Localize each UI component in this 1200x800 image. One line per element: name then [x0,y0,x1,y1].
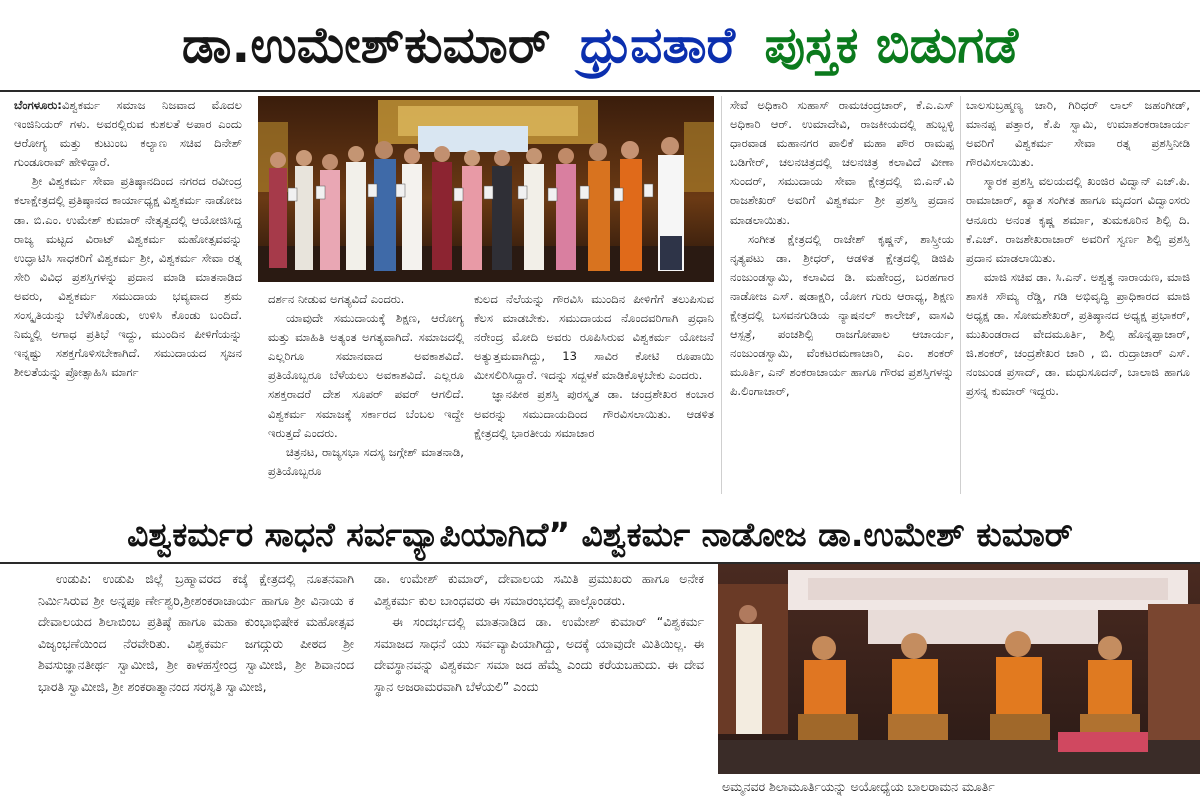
main-headline [0,0,1200,90]
column-divider [960,96,961,494]
article1-paragraph: ವಿಶ್ವಕರ್ಮ ಸಮಾಜ ನಿಜವಾದ ಮೊದಲ ಇಂಜಿನಿಯರ್ ಗಳು. ಅವರಲ್ಲಿರುವ ಕುಶಲತೆ ಅಪಾರ ಎಂದು ಆರೋಗ್ಯ ಮತ್ತು ಕುಟುಂಬ ಕಲ್ಯಾಣ ಸಚಿವ ದಿನೇಶ್ ಗುಂಡೂರಾವ್ ಹೇಳಿದ್ದಾರೆ. [14,98,242,170]
article2-paragraph: ಈ ಸಂದರ್ಭದಲ್ಲಿ ಮಾತನಾಡಿದ ಡಾ. ಉಮೇಶ್ ಕುಮಾರ್ “ವಿಶ್ವಕರ್ಮ ಸಮಾಜದ ಸಾಧನೆ ಯು ಸರ್ವವ್ಯಾಪಿಯಾಗಿದ್ದು, ಅದಕ್ಕೆ ಯಾವುದೇ ಮಿತಿಯಿಲ್ಲ. ಈ ದೇವಸ್ಥಾನವನ್ನು ವಿಶ್ವಕರ್ಮ ಸಮಾ ಜದ ಹೆಮ್ಮೆ ಎಂದು ಕರೆಯಬಹುದು. ಈ ದೇವ ಸ್ಥಾನ ಅಜರಾಮರವಾಗಿ ಬೆಳೆಯಲಿ” ಎಂದು [374,614,704,694]
column-divider [721,96,722,494]
article1-column-2 [268,290,464,494]
headline-part-name: ಡಾ.ಉಮೇಶ್‌ಕುಮಾರ್ [181,16,551,74]
article1-paragraph: ದರ್ಶನ ನೀಡುವ ಅಗತ್ಯವಿದೆ ಎಂದರು. [268,292,405,306]
article1-paragraph: ಶ್ರೀ ವಿಶ್ವಕರ್ಮ ಸೇವಾ ಪ್ರತಿಷ್ಠಾನದಿಂದ ನಗರದ ರವೀಂದ್ರ ಕಲಾಕ್ಷೇತ್ರದಲ್ಲಿ ಪ್ರತಿಷ್ಠಾನದ ಕಾರ್ಯಾಧ್ಯಕ್ಷ ವಿಶ್ವಕರ್ಮ ನಾಡೋಜ ಡಾ. ಬಿ.ಎಂ. ಉಮೇಶ್ ಕುಮಾರ್ ನೇತೃತ್ವದಲ್ಲಿ ಆಯೋಜಿಸಿದ್ದ ರಾಜ್ಯ ಮಟ್ಟದ ವಿರಾಟ್ ವಿಶ್ವಕರ್ಮ ಮಹೋತ್ಸವವನ್ನು ಉದ್ಘಾಟಿಸಿ ಸಾಧಕರಿಗೆ ವಿಶ್ವಕರ್ಮ ಶ್ರೀ, ವಿಶ್ವಕರ್ಮ ಸೇವಾ ರತ್ನ ಸೇರಿ ವಿವಿಧ ಪ್ರಶಸ್ತಿಗಳನ್ನು ಪ್ರದಾನ ಮಾಡಿ ಮಾತನಾಡಿದ ಅವರು, ವಿಶ್ವಕರ್ಮ ಸಮುದಾಯ ಭವ್ಯವಾದ ಶ್ರಮ ಸಂಸ್ಕೃತಿಯನ್ನು ಬೆಳೆಸಿಕೊಂಡು, ಉಳಿಸಿ ಕೊಂಡು ಬಂದಿದೆ. ನಿಮ್ಮಲ್ಲಿ ಅಗಾಧ ಪ್ರತಿಭೆ ಇದ್ದು, ಮುಂದಿನ ಪೀಳಿಗೆಯನ್ನು ಇನ್ನಷ್ಟು ಸಶಕ್ತಗೊಳಿಸಬೇಕಾಗಿದೆ. ಸಮುದಾಯದ ಸೃಜನ ಶೀಲತೆಯನ್ನು ಪ್ರೋತ್ಸಾಹಿಸಿ ಮಾರ್ಗ [14,174,242,380]
article1-paragraph: ಚಿತ್ರನಟ, ರಾಜ್ಯಸಭಾ ಸದಸ್ಯ ಜಗ್ಗೇಶ್ ಮಾತನಾಡಿ, ಪ್ರತಿಯೊಬ್ಬರೂ [268,444,464,478]
article2-column-2 [374,568,704,800]
article1-column-1 [14,96,242,494]
article1-column-3 [474,290,714,494]
article1-paragraph: ಯಾವುದೇ ಸಮುದಾಯಕ್ಕೆ ಶಿಕ್ಷಣ, ಆರೋಗ್ಯ ಮತ್ತು ಮಾಹಿತಿ ಅತ್ಯಂತ ಅಗತ್ಯವಾಗಿದೆ. ಸಮಾಜದಲ್ಲಿ ಎಲ್ಲರಿಗೂ ಸಮಾನವಾದ ಅವಕಾಶವಿದೆ. ಪ್ರತಿಯೊಬ್ಬರೂ ಬೆಳೆಯಲು ಅವಕಾಶವಿದೆ. ಎಲ್ಲರೂ ಸಶಕ್ತರಾದರೆ ದೇಶ ಸೂಪರ್ ಪವರ್ ಆಗಲಿದೆ. ವಿಶ್ವಕರ್ಮ ಸಮಾಜಕ್ಕೆ ಸರ್ಕಾರದ ಬೆಂಬಲ ಇದ್ದೇ ಇರುತ್ತದೆ ಎಂದರು. [268,311,464,440]
article1-paragraph: ಮಾಜಿ ಸಚಿವ ಡಾ. ಸಿ.ಎನ್. ಅಶ್ವತ್ಥ ನಾರಾಯಣ, ಮಾಜಿ ಶಾಸಕಿ ಸೌಮ್ಯ ರೆಡ್ಡಿ, ಗಡಿ ಅಭಿವೃದ್ಧಿ ಪ್ರಾಧಿಕಾರದ ಮಾಜಿ ಅಧ್ಯಕ್ಷ ಡಾ. ಸೋಮಶೇಖರ್, ಪ್ರತಿಷ್ಠಾನದ ಅಧ್ಯಕ್ಷ ಪ್ರಭಾಕರ್, ಮುಖಂಡರಾದ ವೇದಮೂರ್ತಿ, ಶಿಲ್ಪಿ ಹೊನ್ನಪ್ಪಾಚಾರ್, ಜಿ.ಶಂಕರ್, ಚಂದ್ರಶೇಖರ ಚಾರಿ , ಬಿ. ರುದ್ರಾಚಾರ್ ಎಸ್. ನಂಜುಂಡ ಪ್ರಸಾದ್, ಡಾ. ಮಧುಸೂದನ್, ಬಾಲಾಜಿ ಹಾಗೂ ಪ್ರಸನ್ನ ಕುಮಾರ್ ಇದ್ದರು. [966,269,1190,399]
headline-rule [0,90,1200,92]
swamiji-stage-photo [718,564,1200,774]
article1-paragraph: ಸಂಗೀತ ಕ್ಷೇತ್ರದಲ್ಲಿ ರಾಜೇಶ್ ಕೃಷ್ಣನ್, ಶಾಸ್ತ್ರೀಯ ನೃತ್ಯಪಟು ಡಾ. ಶ್ರೀಧರ್, ಆಡಳಿತ ಕ್ಷೇತ್ರದಲ್ಲಿ ಡಿಜಿಪಿ ನಂಜುಂಡಸ್ವಾಮಿ, ಕಲಾವಿದ ಡಿ. ಮಹೇಂದ್ರ, ಬರಹಗಾರ ನಾಡೋಜ ಎಸ್. ಷಡಾಕ್ಷರಿ, ಯೋಗ ಗುರು ಆರಾಧ್ಯ, ಶಿಕ್ಷಣ ಕ್ಷೇತ್ರದಲ್ಲಿ ಬಸವನಗುಡಿಯ ನ್ಯಾಷನಲ್ ಕಾಲೇಜ್, ವಾಸವಿ ಆಸ್ಪತ್ರೆ, ಪಂಚಶಿಲ್ಪಿ ರಾಜಗೋಪಾಲ ಆಚಾರ್ಯ, ನಂಜುಂಡಸ್ವಾಮಿ, ವೆಂಕಟರಮಣಾಚಾರಿ, ಎಂ. ಶಂಕರ್ ಮೂರ್ತಿ, ಎನ್ ಶಂಕರಾಚಾರ್ಯ ಹಾಗೂ ಗೌರವ ಪ್ರಶಸ್ತಿಗಳನ್ನು ಪಿ.ಲಿಂಗಾಚಾರ್, [730,231,954,399]
headline-part-event: ಪುಸ್ತಕ ಬಿಡುಗಡೆ [764,16,1019,74]
article1-paragraph: ಕುಲದ ನೆಲೆಯನ್ನು ಗೌರವಿಸಿ ಮುಂದಿನ ಪೀಳಿಗೆಗೆ ತಲುಪಿಸುವ ಕೆಲಸ ಮಾಡಬೇಕು. ಸಮುದಾಯದ ನೊಂದವರಿಗಾಗಿ ಪ್ರಧಾನಿ ನರೇಂದ್ರ ಮೋದಿ ಅವರು ರೂಪಿಸಿರುವ ವಿಶ್ವಕರ್ಮ ಯೋಜನೆ ಅತ್ಯುತ್ತಮವಾಗಿದ್ದು, 13 ಸಾವಿರ ಕೋಟಿ ರೂಪಾಯಿ ಮೀಸಲಿರಿಸಿದ್ದಾರೆ. ಇದನ್ನು ಸದ್ಬಳಕೆ ಮಾಡಿಕೊಳ್ಳಬೇಕು ಎಂದರು. [474,292,714,383]
second-headline: ವಿಶ್ವಕರ್ಮರ ಸಾಧನೆ ಸರ್ವವ್ಯಾಪಿಯಾಗಿದೆ” ವಿಶ್ವಕರ್ಮ ನಾಡೋಜ ಡಾ.ಉಮೇಶ್ ಕುಮಾರ್ [127,515,1073,554]
article1-paragraph: ಜ್ಞಾನಪೀಠ ಪ್ರಶಸ್ತಿ ಪುರಸ್ಕೃತ ಡಾ. ಚಂದ್ರಶೇಖರ ಕಂಬಾರ ಅವರನ್ನು ಸಮುದಾಯದಿಂದ ಗೌರವಿಸಲಾಯಿತು. ಆಡಳಿತ ಕ್ಷೇತ್ರದಲ್ಲಿ ಭಾರತೀಯ ಸಮಾಚಾರ [474,387,714,440]
headline-part-title: ಧ್ರುವತಾರೆ [579,16,736,74]
article2-paragraph: ಡಾ. ಉಮೇಶ್ ಕುಮಾರ್, ದೇವಾಲಯ ಸಮಿತಿ ಪ್ರಮುಖರು ಹಾಗೂ ಅನೇಕ ವಿಶ್ವಕರ್ಮ ಕುಲ ಬಾಂಧವರು ಈ ಸಮಾರಂಭದಲ್ಲಿ ಪಾಲ್ಗೊಂಡರು. [374,571,704,608]
photo-caption: ಅಮ್ಮನವರ ಶಿಲಾಮೂರ್ತಿಯನ್ನು ಅಯೋಧ್ಯೆಯ ಬಾಲರಾಮನ ಮೂರ್ತಿ [722,779,995,794]
article2-column-1 [38,568,354,800]
article1-column-4 [730,96,954,494]
article2-paragraph: ಉಡುಪಿ: ಉಡುಪಿ ಜಿಲ್ಲೆ ಬ್ರಹ್ಮಾವರದ ಕಜ್ಕೆ ಕ್ಷೇತ್ರದಲ್ಲಿ ನೂತನವಾಗಿ ನಿರ್ಮಿಸಿರುವ ಶ್ರೀ ಅನ್ನಪೂ ರ್ಣೇಶ್ವರಿ,ಶ್ರೀಶಂಕರಾಚಾರ್ಯ ಹಾಗೂ ಶ್ರೀ ವಿನಾಯ ಕ ದೇವಾಲಯದ ಶಿಲಾಬಿಂಬ ಪ್ರತಿಷ್ಠೆ ಹಾಗೂ ಮಹಾ ಕುಂಭಾಭಿಷೇಕ ಮಹೋತ್ಸವ ವಿಜೃಂಭಣೆಯಿಂದ ನೆರವೇರಿತು. ವಿಶ್ವಕರ್ಮ ಜಗದ್ಗುರು ಪೀಠದ ಶ್ರೀ ಶಿವಸುಜ್ಞಾನತೀರ್ಥ ಸ್ವಾಮೀಜಿ, ಶ್ರೀ ಕಾಳಹಸ್ತೇಂದ್ರ ಸ್ವಾಮೀಜಿ, ಶ್ರೀ ಶಿವಾನಂದ ಭಾರತಿ ಸ್ವಾಮೀಜಿ, ಶ್ರೀ ಶಂಕರಾತ್ಮಾನಂದ ಸರಸ್ವತಿ ಸ್ವಾಮೀಜಿ, [38,571,354,694]
article1-column-5 [966,96,1190,494]
article1-paragraph: ಸ್ಮಾರಕ ಪ್ರಶಸ್ತಿ ವಲಯದಲ್ಲಿ ಖಂಜಿರ ವಿದ್ವಾನ್ ಎಚ್.ಪಿ. ರಾಮಾಚಾರ್, ಖ್ಯಾತ ಸಂಗೀತ ಹಾಗೂ ಮೃದಂಗ ವಿದ್ವಾಂಸರು ಆನೂರು ಅನಂತ ಕೃಷ್ಣ ಶರ್ಮಾ, ತುಮಕೂರಿನ ಶಿಲ್ಪಿ ದಿ. ಕೆ.ಎಚ್. ರಾಜಶೇಖರಾಚಾರ್ ಅವರಿಗೆ ಸ್ವರ್ಣ ಶಿಲ್ಪಿ ಪ್ರಶಸ್ತಿ ಪ್ರದಾನ ಮಾಡಲಾಯಿತು. [966,174,1190,265]
article1-paragraph: ಸೇವೆ ಅಧಿಕಾರಿ ಸುಹಾಸ್ ರಾಮಚಂದ್ರಚಾರ್, ಕೆ.ಎ.ಎಸ್ ಅಧಿಕಾರಿ ಆರ್. ಉಮಾದೇವಿ, ರಾಜಕೀಯದಲ್ಲಿ ಹುಬ್ಬಳ್ಳಿ ಧಾರವಾಡ ಮಹಾನಗರ ಪಾಲಿಕೆ ಮಹಾ ಪೌರ ರಾಮಪ್ಪ ಬಡಿಗೇರ್, ಚಲನಚಿತ್ರದಲ್ಲಿ ಚಲನಚಿತ್ರ ಕಲಾವಿದೆ ವೀಣಾ ಸುಂದರ್, ಸಮುದಾಯ ಸೇವಾ ಕ್ಷೇತ್ರದಲ್ಲಿ ಬಿ.ಎನ್.ವಿ ರಾಜಶೇಖರ್ ಅವರಿಗೆ ವಿಶ್ವಕರ್ಮ ಶ್ರೀ ಪ್ರಶಸ್ತಿ ಪ್ರದಾನ ಮಾಡಲಾಯಿತು. [730,98,954,227]
article1-paragraph: ಬಾಲಸುಬ್ರಹ್ಮಣ್ಯ ಚಾರಿ, ಗಿರಿಧರ್ ಲಾಲ್ ಜಹಂಗೀಡ್, ಮಾನಪ್ಪ ಪತ್ತಾರ, ಕೆ.ಪಿ ಸ್ವಾಮಿ, ಉಮಾಶಂಕರಾಚಾರ್ಯ ಅವರಿಗೆ ವಿಶ್ವಕರ್ಮ ಸೇವಾ ರತ್ನ ಪ್ರಶಸ್ತಿನೀಡಿ ಗೌರವಿಸಲಾಯಿತು. [966,98,1190,170]
book-release-photo [258,96,714,282]
article1-dateline: ಬೆಂಗಳೂರು: [14,98,62,112]
